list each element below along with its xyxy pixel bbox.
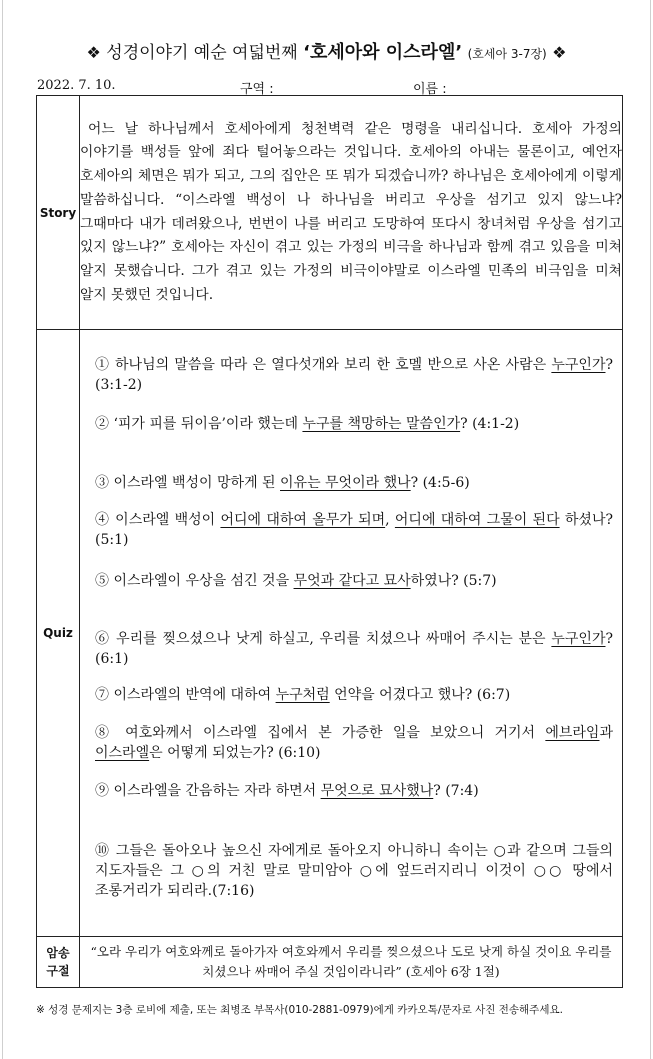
memory-verse-text: “오라 우리가 여호와께로 돌아가자 여호와께서 우리를 찢으셨으나 도로 낫게 하실 것이요 우리를 치셨으나 싸매어 주실 것임이라니라” (호세아 6장 1절) xyxy=(80,937,623,988)
name-label: 이름 : xyxy=(413,82,447,97)
series-title: 성경이야기 예순 여덟번째 xyxy=(106,43,298,63)
quiz-label: Quiz xyxy=(37,330,80,937)
quiz-question-5: ⑤ 이스라엘이 우상을 섬긴 것을 무엇과 같다고 묘사하였나? (5:7) xyxy=(95,573,497,589)
quiz-question-10: ⑩ 그들은 돌아오나 높으신 자에게로 돌아오지 아니하니 속이는 ○과 같으며 그들의 지도자들은 그 ○의 거친 말로 말미암아 ○에 엎드러지리니 이것이 ○○ 땅에서 조롱거리가 되리라.(7:16) xyxy=(95,843,613,899)
worksheet-title xyxy=(0,38,653,64)
worksheet-table xyxy=(36,95,623,988)
quiz-question-6: ⑥ 우리를 찢으셨으나 낫게 하실고, 우리를 치셨으나 싸매어 주시는 분은 누구인가? (6:1) xyxy=(95,631,613,667)
page-left-border xyxy=(2,0,3,1059)
diamond-icon: ❖ xyxy=(86,43,101,62)
diamond-icon: ❖ xyxy=(552,43,567,62)
lesson-title: ‘호세아와 이스라엘’ xyxy=(303,42,463,63)
submission-note: ※ 성경 문제지는 3층 로비에 제출, 또는 최병조 부목사(010-2881-0979)에게 카카오톡/문자로 사진 전송해주세요. xyxy=(36,1004,563,1016)
page-right-border xyxy=(650,0,651,1059)
scripture-reference: (호세아 3-7장) xyxy=(467,47,547,61)
quiz-question-1: ① 하나님의 말씀을 따라 은 열다섯개와 보리 한 호멜 반으로 사온 사람은 누구인가? (3:1-2) xyxy=(95,357,613,393)
story-cell xyxy=(80,96,623,330)
quiz-row xyxy=(37,330,623,937)
memory-verse-row xyxy=(37,937,623,988)
quiz-question-7: ⑦ 이스라엘의 반역에 대하여 누구처럼 언약을 어겼다고 했나? (6:7) xyxy=(95,687,511,703)
quiz-cell xyxy=(80,330,623,937)
memory-verse-label: 암송 구절 xyxy=(37,937,80,988)
meta-row xyxy=(37,76,633,96)
quiz-question-2: ② ‘피가 피를 뒤이음’이라 했는데 누구를 책망하는 말씀인가? (4:1-2) xyxy=(95,416,520,432)
story-text: 어느 날 하나님께서 호세아에게 청천벽력 같은 명령을 내리십니다. 호세아 가정의 이야기를 백성들 앞에 죄다 털어놓으라는 것입니다. 호세아의 아내는 물론이고, 예언자 호세아의 체면은 뭐가 되고, 그의 집안은 또 뭐가 되겠습니까? 하나님은 호세아에게 이렇게 말씀하십니다. “이스라엘 백성이 나 하나님을 버리고 우상을 섬기고 있지 않느냐? 그때마다 내가 데려왔으나, 번번이 나를 버리고 도망하여 또다시 창녀처럼 우상을 섬기고 있지 않느냐?” 호세아는 자신이 겪고 있는 가정의 비극을 하나님과 함께 겪고 있음을 미쳐 알지 못했습니다. 그가 겪고 있는 가정의 비극이야말로 이스라엘 민족의 비극임을 미쳐 알지 못했던 것입니다. xyxy=(80,120,622,303)
worksheet-date: 2022. 7. 10. xyxy=(37,78,116,93)
quiz-question-4: ④ 이스라엘 백성이 어디에 대하여 올무가 되며, 어디에 대하여 그물이 된다 하셨나? (5:1) xyxy=(95,512,613,548)
district-label: 구역 : xyxy=(240,82,274,97)
quiz-question-3: ③ 이스라엘 백성이 망하게 된 이유는 무엇이라 했나? (4:5-6) xyxy=(95,475,470,491)
quiz-question-9: ⑨ 이스라엘을 간음하는 자라 하면서 무엇으로 묘사했나? (7:4) xyxy=(95,783,479,799)
story-label: Story xyxy=(37,96,80,330)
story-row xyxy=(37,96,623,330)
quiz-question-8: ⑧ 여호와께서 이스라엘 집에서 본 가증한 일을 보았으니 거기서 에브라임과 이스라엘은 어떻게 되었는가? (6:10) xyxy=(95,725,613,761)
